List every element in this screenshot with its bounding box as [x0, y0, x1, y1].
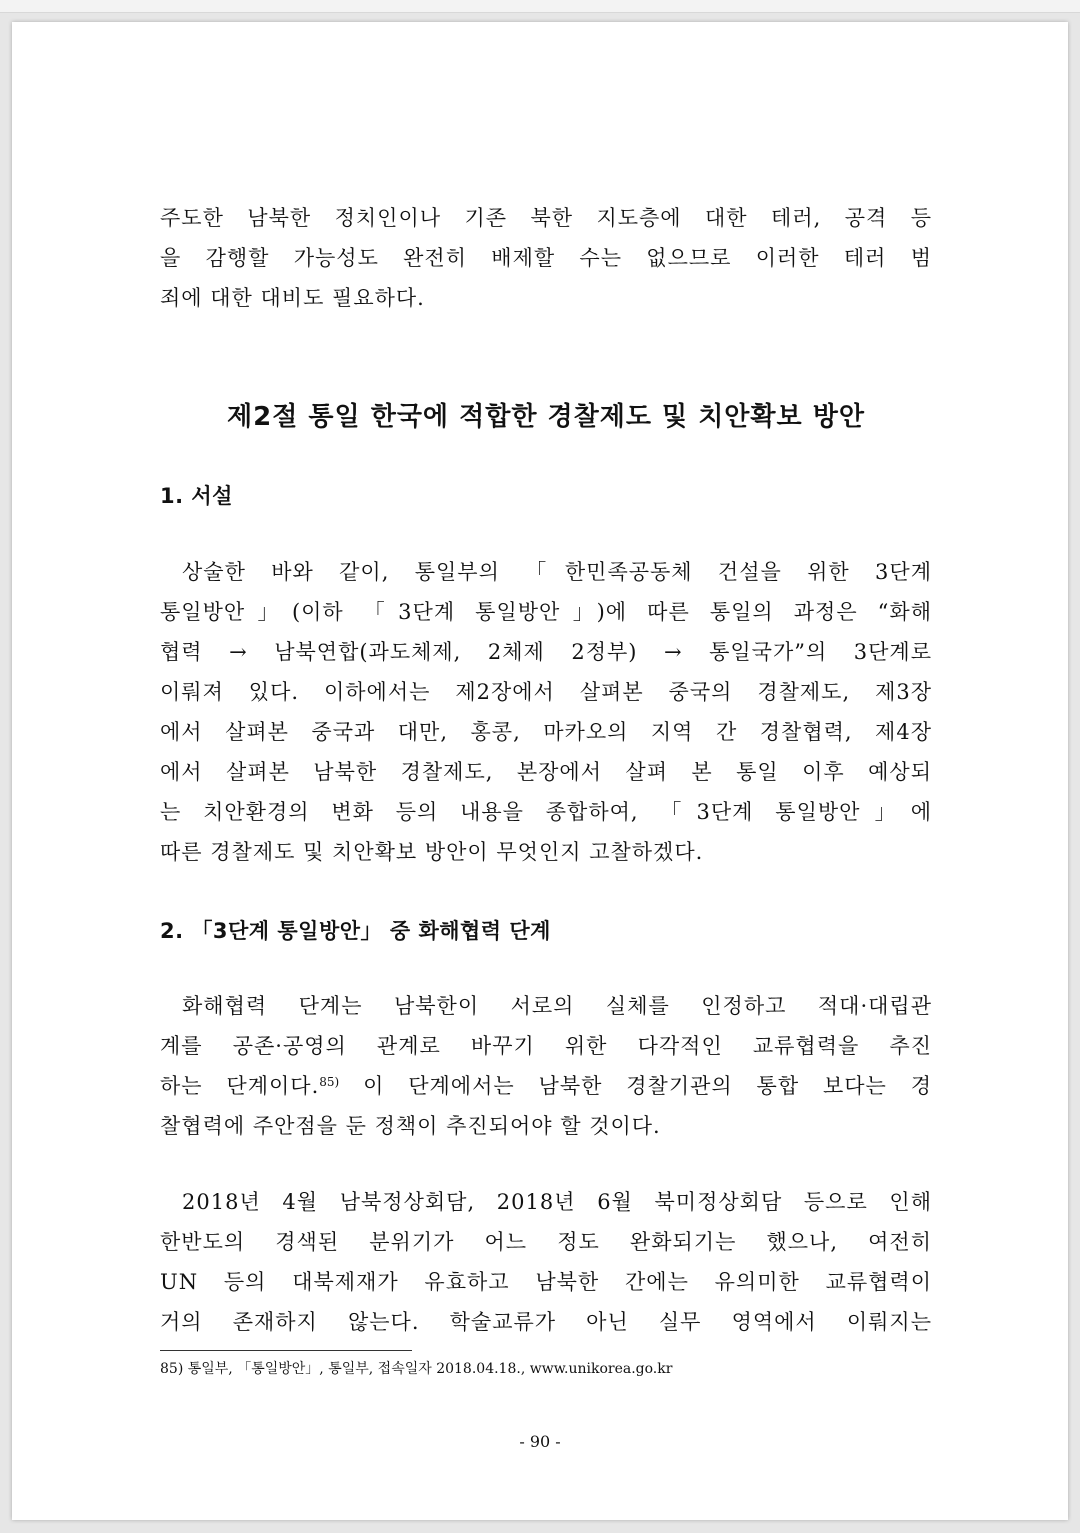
subsection-1-title: 1. 서설 [160, 484, 233, 508]
subsection-1-paragraph [160, 552, 932, 872]
intro-line-1: 주도한 남북한 정치인이나 기존 북한 지도층에 대한 테러, 공격 등 [160, 206, 932, 230]
s1-line-4: 이뤄져 있다. 이하에서는 제2장에서 살펴본 중국의 경찰제도, 제3장 [160, 680, 932, 704]
page-number: - 90 - [519, 1432, 561, 1451]
s1-line-7: 는 치안환경의 변화 등의 내용을 종합하여, 「3단계 통일방안」에 [160, 800, 932, 824]
intro-line-2: 을 감행할 가능성도 완전히 배제할 수는 없으므로 이러한 테러 범 [160, 246, 932, 270]
s2p2-line-1: 2018년 4월 남북정상회담, 2018년 6월 북미정상회담 등으로 인해 [182, 1190, 932, 1214]
s2p2-line-4: 거의 존재하지 않는다. 학술교류가 아닌 실무 영역에서 이뤄지는 [160, 1310, 932, 1334]
intro-line-3: 죄에 대한 대비도 필요하다. [160, 286, 425, 310]
s1-line-8: 따른 경찰제도 및 치안확보 방안이 무엇인지 고찰하겠다. [160, 840, 704, 864]
viewer-top-strip [0, 0, 1080, 13]
subsection-2-paragraph-1 [160, 986, 932, 1146]
s2p1-line-2: 계를 공존·공영의 관계로 바꾸기 위한 다각적인 교류협력을 추진 [160, 1034, 932, 1058]
s2p1-line-3-end: 이 단계에서는 남북한 경찰기관의 통합 보다는 경 [339, 1074, 932, 1098]
footnote-85: 85) 통일부, 「통일방안」, 통일부, 접속일자 2018.04.18., www.unikorea.go.kr [160, 1361, 673, 1377]
s2p1-line-1: 화해협력 단계는 남북한이 서로의 실체를 인정하고 적대·대립관 [182, 994, 932, 1018]
s1-line-6: 에서 살펴본 남북한 경찰제도, 본장에서 살펴 본 통일 이후 예상되 [160, 760, 932, 784]
s2p1-line-4: 찰협력에 주안점을 둔 정책이 추진되어야 할 것이다. [160, 1114, 661, 1138]
s2p2-line-3: UN 등의 대북제재가 유효하고 남북한 간에는 유의미한 교류협력이 [160, 1270, 932, 1294]
document-page [12, 22, 1068, 1520]
s1-line-5: 에서 살펴본 중국과 대만, 홍콩, 마카오의 지역 간 경찰협력, 제4장 [160, 720, 932, 744]
s1-line-2: 통일방안」(이하 「3단계 통일방안」)에 따른 통일의 과정은 “화해 [160, 600, 932, 624]
subsection-2-title: 2. 「3단계 통일방안」 중 화해협력 단계 [160, 919, 551, 943]
intro-paragraph [160, 198, 932, 318]
s2p1-line-3-start: 하는 단계이다. [160, 1074, 320, 1098]
footnote-ref-85[interactable]: 85) [319, 1075, 340, 1089]
s2p1-line-3 [160, 1066, 932, 1106]
s2p2-line-2: 한반도의 경색된 분위기가 어느 정도 완화되기는 했으나, 여전히 [160, 1230, 932, 1254]
section-title: 제2절 통일 한국에 적합한 경찰제도 및 치안확보 방안 [227, 402, 865, 432]
footnote-divider [160, 1350, 412, 1351]
subsection-2-paragraph-2 [160, 1182, 932, 1342]
s1-line-3: 협력 → 남북연합(과도체제, 2체제 2정부) → 통일국가”의 3단계로 [160, 640, 932, 664]
s1-line-1: 상술한 바와 같이, 통일부의 「한민족공동체 건설을 위한 3단계 [182, 560, 932, 584]
